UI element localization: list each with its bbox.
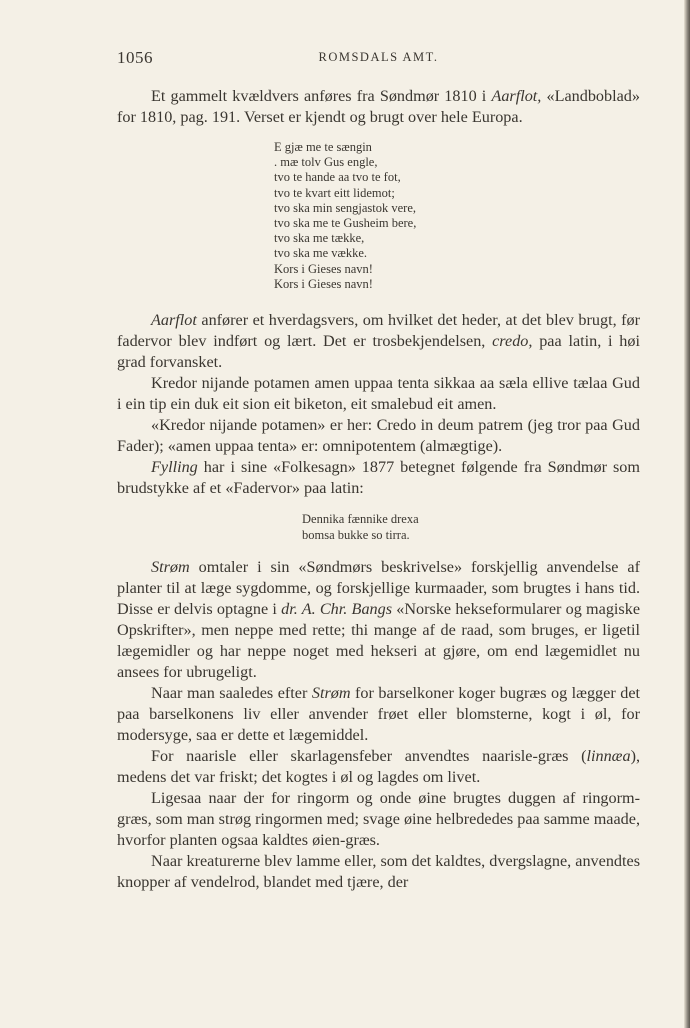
page-edge-shadow xyxy=(684,0,690,1028)
intro-paragraph: Et gammelt kvældvers anføres fra Søndmør 1810 i Aarflot, «Landboblad» for 1810, pag. 191. Verset er kjendt og brugt over hele Europa. xyxy=(117,87,640,126)
verse-line: . mæ tolv Gus engle, xyxy=(274,155,378,170)
page-body xyxy=(117,86,640,893)
evening-verse xyxy=(274,140,640,292)
running-title: ROMSDALS AMT. xyxy=(318,50,439,64)
verse-line: tvo ska me tække, xyxy=(274,231,365,246)
ringorm-paragraph: Ligesaa naar der for ringorm og onde øine brugtes duggen af ringorm-græs, som man strøg ringormen med; svage øine helbrededes paa samme maade, hvorfor planten ogsaa kaldtes øien-græs. xyxy=(117,789,640,850)
verse-line: tvo ska me vække. xyxy=(274,246,368,261)
page-header xyxy=(117,48,640,70)
kredor-paragraph: Kredor nijande potamen amen uppaa tenta sikkaa aa sæla ellive tælaa Gud i ein tip ein duk eit sion eit biketon, eit smalebud eit amen. xyxy=(117,374,640,414)
verse-line: E gjæ me te sængin xyxy=(274,140,372,154)
kreaturer-paragraph: Naar kreaturerne blev lamme eller, som det kaldtes, dvergslagne, anvendtes knopper af vendelrod, blandet med tjære, der xyxy=(117,852,640,892)
naarisle-paragraph: For naarisle eller skarlagensfeber anvendtes naarisle-græs (linnæa), medens det var friskt; det kogtes i øl og lagdes om livet. xyxy=(117,747,640,787)
aarflot-paragraph: Aarflot anfører et hverdagsvers, om hvilket det heder, at det blev brugt, før fadervor blev indført og lært. Det er trosbekjendelsen, credo, paa latin, i høi grad forvansket. xyxy=(117,311,640,372)
fadervor-verse xyxy=(302,511,640,543)
kredor-explanation-paragraph: «Kredor nijande potamen» er her: Credo in deum patrem (jeg tror paa Gud Fader); «amen uppaa tenta» er: omnipotentem (almægtige). xyxy=(117,416,640,456)
verse-line: tvo ska me te Gusheim bere, xyxy=(274,216,417,231)
strom-paragraph: Strøm omtaler i sin «Søndmørs beskrivelse» forskjellig anvendelse af planter til at læge sygdomme, og forskjellige kurmaader, som brugtes i hans tid. Disse er delvis optagne i dr. A. Chr. Bangs «Norske hekseformularer og magiske Opskrifter», men neppe med rette; thi mange af de raad, som bruges, er ligetil lægemidler og har neppe noget med hekseri at gjøre, om end lægemidlet nu ansees for ubrugeligt. xyxy=(117,558,641,682)
verse-line: Dennika fænnike drexa xyxy=(302,512,419,527)
barselkoner-paragraph: Naar man saaledes efter Strøm for barselkoner koger bugræs og lægger det paa barselkonens liv eller anvender frøet eller blomsterne, kogt i øl, for modersyge, saa er dette et lægemiddel. xyxy=(117,684,640,745)
fylling-paragraph: Fylling har i sine «Folkesagn» 1877 betegnet følgende fra Søndmør som brudstykke af et «Fadervor» paa latin: xyxy=(117,458,640,498)
verse-line: tvo ska min sengjastok vere, xyxy=(274,200,416,215)
verse-line: Kors i Gieses navn! xyxy=(274,276,373,291)
verse-line: Kors i Gieses navn! xyxy=(274,261,373,276)
verse-line: bomsa bukke so tirra. xyxy=(302,528,410,543)
verse-line: tvo te hande aa tvo te fot, xyxy=(274,170,401,185)
verse-line: tvo te kvart eitt lidemot; xyxy=(274,185,395,200)
page-number: 1056 xyxy=(117,48,153,67)
